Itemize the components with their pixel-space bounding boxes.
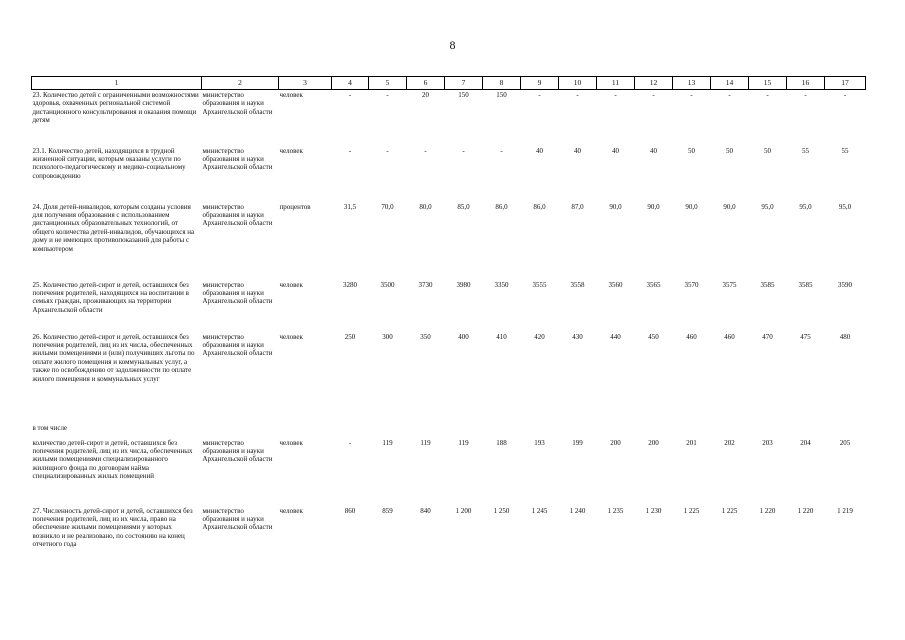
value-cell: - [614,91,617,99]
value-cell: - [348,438,352,447]
value-cell: 119 [458,438,469,447]
value-cell: 95,0 [838,202,852,211]
column-header: 3 [279,77,332,90]
value-cell: 119 [382,438,393,447]
value-cell: 119 [420,438,431,447]
responsible-organization: министерство образования и науки Архангельской области [202,438,273,464]
value-cell: 860 [344,506,356,515]
value-cell: - [690,91,693,99]
value-cell: 90,0 [609,202,622,211]
value-cell: 1 225 [721,506,738,515]
column-header: 14 [711,77,749,90]
unit-of-measure: человек [279,506,303,515]
indicator-description: 24. Доля детей-инвалидов, которым созданы условия для получения образования с использованием дистанционных образовательных технологий, от общего количества детей-инвалидов, обучающихся на дому и не имеющих противопоказаний для работы с компьютером [32,202,195,253]
value-cell: 1 220 [759,506,776,515]
value-cell: 200 [648,438,659,447]
value-cell: 55 [802,146,809,155]
value-cell: 205 [839,438,851,447]
value-cell: 400 [458,332,469,341]
value-cell: 87,0 [571,202,584,211]
value-cell: 200 [610,438,621,447]
value-cell: 1 245 [531,506,548,515]
value-cell: - [424,146,427,155]
value-cell: 202 [724,438,735,447]
indicator-description: 23.1. Количество детей, находящихся в трудной жизненной ситуации, которым оказаны услуги по психолого-педагогическому и медико-социальному сопровождению [32,146,186,180]
value-cell: 470 [762,332,773,341]
value-cell: 85,0 [457,202,470,211]
indicator-description: количество детей-сирот и детей, оставшихся без попечения родителей, лиц из их числа, обеспеченных жилыми помещениями специализированного жилищного фонда по договорам найма специализированных жилых помещений [32,438,193,481]
value-cell: - [576,91,579,99]
value-cell: 50 [764,146,771,155]
column-header: 15 [749,77,787,90]
unit-of-measure: человек [279,280,303,289]
responsible-organization: министерство образования и науки Архангельской области [202,202,273,228]
indicator-description: 25. Количество детей-сирот и детей, оставшихся без попечения родителей, находящихся на воспитании в семьях граждан, проживающих на территории Архангельской области [32,280,189,314]
value-cell: 1 240 [569,506,586,515]
value-cell: - [348,91,352,99]
value-cell: - [386,146,389,155]
value-cell: - [386,91,389,99]
value-cell: 3980 [456,280,471,289]
value-cell: 201 [686,438,697,447]
value-cell: 3555 [532,280,547,289]
value-cell: 90,0 [685,202,698,211]
value-cell: - [728,91,731,99]
value-cell: - [538,91,541,99]
value-cell: 3558 [570,280,585,289]
header-row [32,77,866,90]
value-cell: 440 [610,332,621,341]
indicator-description: 23. Количество детей с ограниченными возможностями здоровья, охваченных региональной системой дистанционного консультирования и оказания помощи детям [32,91,199,125]
column-header: 8 [483,77,521,90]
value-cell: 150 [496,91,507,99]
column-header: 7 [445,77,483,90]
value-cell: 859 [382,506,393,515]
column-header: 11 [597,77,635,90]
value-cell: - [500,146,503,155]
page-number: 8 [449,38,456,52]
value-cell: 480 [839,332,851,341]
value-cell: 150 [458,91,469,99]
value-cell: 199 [572,438,583,447]
value-cell: 40 [612,146,619,155]
value-cell: 475 [800,332,811,341]
column-header: 13 [673,77,711,90]
table-row [32,202,866,280]
value-cell: 420 [534,332,545,341]
column-header: 5 [369,77,407,90]
value-cell: 203 [762,438,773,447]
value-cell: - [348,146,352,155]
responsible-organization: министерство образования и науки Архангельской области [202,91,273,116]
value-cell: 188 [496,438,507,447]
value-cell: 460 [724,332,735,341]
column-header: 9 [521,77,559,90]
value-cell: 1 230 [645,506,662,515]
value-cell: 1 220 [797,506,814,515]
value-cell: 40 [650,146,657,155]
column-header: 4 [332,77,369,90]
table-row [32,332,866,422]
value-cell: 3350 [494,280,509,289]
value-cell: 50 [726,146,733,155]
table-row [32,280,866,332]
value-cell: - [843,91,847,99]
indicator-description: 27. Численность детей-сирот и детей, оставшихся без попечения родителей, лиц из их числа, право на обеспечение жилыми помещениями у которых возникло и не реализовано, по состоянию на конец отчетного года [32,506,193,549]
responsible-organization: министерство образования и науки Архангельской области [202,280,273,306]
value-cell: 3730 [418,280,433,289]
value-cell: 410 [496,332,507,341]
value-cell: 40 [574,146,581,155]
value-cell: 80,0 [419,202,432,211]
subheading-row [32,422,866,438]
value-cell: 1 200 [455,506,472,515]
column-header: 16 [787,77,825,90]
value-cell: 193 [534,438,545,447]
value-cell: 3500 [380,280,395,289]
value-cell: 90,0 [647,202,660,211]
value-cell: 430 [572,332,583,341]
unit-of-measure: человек [279,146,303,155]
value-cell: 40 [536,146,543,155]
subheading-text: в том числе [32,423,68,432]
value-cell: - [462,146,465,155]
value-cell: 1 235 [607,506,624,515]
table-row [32,146,866,202]
responsible-organization: министерство образования и науки Архангельской области [202,332,273,358]
value-cell: 1 250 [493,506,510,515]
value-cell: 300 [382,332,393,341]
value-cell: 3585 [798,280,813,289]
value-cell: 3590 [838,280,852,289]
unit-of-measure: процентов [279,202,311,211]
value-cell: 1 225 [683,506,700,515]
value-cell: 55 [841,146,849,155]
value-cell: 95,0 [799,202,812,211]
column-header: 12 [635,77,673,90]
value-cell: 3565 [646,280,661,289]
unit-of-measure: человек [279,332,303,341]
value-cell: - [804,91,807,99]
table-row [32,438,866,506]
value-cell: 90,0 [723,202,736,211]
value-cell: 70,0 [381,202,394,211]
value-cell: 86,0 [533,202,546,211]
indicator-description: 26. Количество детей-сирот и детей, оставшихся без попечения родителей, лиц из их числа, обеспеченных жилыми помещениями и (или) получивших льготы по оплате жилого помещения и коммунальных услуг, а также по освобождению от задолженности по оплате жилого помещения и коммунальных услуг [32,332,195,383]
value-cell: 204 [800,438,811,447]
column-header: 2 [202,77,279,90]
value-cell: 3560 [608,280,623,289]
value-cell: - [652,91,655,99]
column-header: 10 [559,77,597,90]
value-cell: 1 219 [837,506,853,515]
column-header: 17 [825,77,866,90]
value-cell: 250 [344,332,356,341]
value-cell: 86,0 [495,202,508,211]
value-cell: 450 [648,332,659,341]
value-cell: 3575 [722,280,737,289]
responsible-organization: министерство образования и науки Архангельской области [202,146,273,172]
value-cell: 31,5 [343,202,357,211]
value-cell: 3570 [684,280,699,289]
table-row [32,506,866,576]
responsible-organization: министерство образования и науки Архангельской области [202,506,273,532]
column-header: 1 [32,77,202,90]
unit-of-measure: человек [279,438,303,447]
value-cell: 95,0 [761,202,774,211]
value-cell: 350 [420,332,431,341]
value-cell: 3585 [760,280,775,289]
unit-of-measure: человек [279,91,303,99]
value-cell: 840 [420,506,431,515]
value-cell: 3280 [343,280,357,289]
column-header: 6 [407,77,445,90]
indicators-table [31,76,866,576]
value-cell: - [766,91,769,99]
value-cell: 50 [688,146,695,155]
value-cell: 460 [686,332,697,341]
value-cell: 20 [422,91,429,99]
table-row [32,90,866,146]
